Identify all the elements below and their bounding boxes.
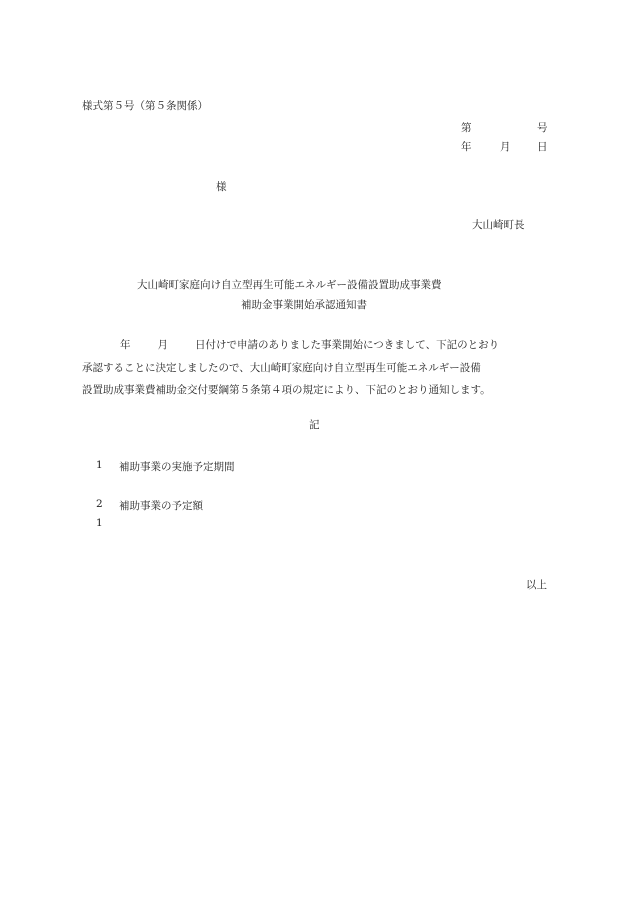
- item-1-label: 補助事業の実施予定期間: [119, 461, 235, 473]
- title-line-2: 補助金事業開始承認通知書: [241, 299, 367, 311]
- closing-ijou: 以上: [526, 579, 547, 591]
- addressee-suffix: 様: [216, 181, 227, 193]
- title-line-1: 大山崎町家庭向け自立型再生可能エネルギー設備設置助成事業費: [137, 279, 442, 291]
- item-2-number: 2: [96, 498, 103, 510]
- body-line-2: 承認することに決定しましたので、大山崎町家庭向け自立型再生可能エネルギー設備: [82, 361, 481, 374]
- item-2-label: 補助事業の予定額: [119, 500, 203, 512]
- stray-number: 1: [96, 517, 103, 529]
- body-year: 年: [120, 339, 131, 351]
- date-day: 日: [537, 141, 548, 153]
- number-dai: 第: [461, 122, 472, 134]
- sender: 大山崎町長: [472, 219, 525, 231]
- body-month: 月: [157, 339, 168, 351]
- date-year: 年: [461, 141, 472, 153]
- body-line-1-text: 日付けで申請のありました事業開始につきまして、下記のとおり: [195, 339, 500, 351]
- body-paragraph: [82, 334, 552, 402]
- ki-heading: 記: [309, 419, 320, 431]
- number-go: 号: [537, 122, 548, 134]
- body-line-1: [82, 334, 552, 357]
- body-line-3: 設置助成事業費補助金交付要綱第５条第４項の規定により、下記のとおり通知します。: [82, 384, 491, 396]
- item-1-number: 1: [96, 459, 103, 471]
- date-month: 月: [500, 141, 511, 153]
- form-label: 様式第５号（第５条関係）: [82, 100, 208, 112]
